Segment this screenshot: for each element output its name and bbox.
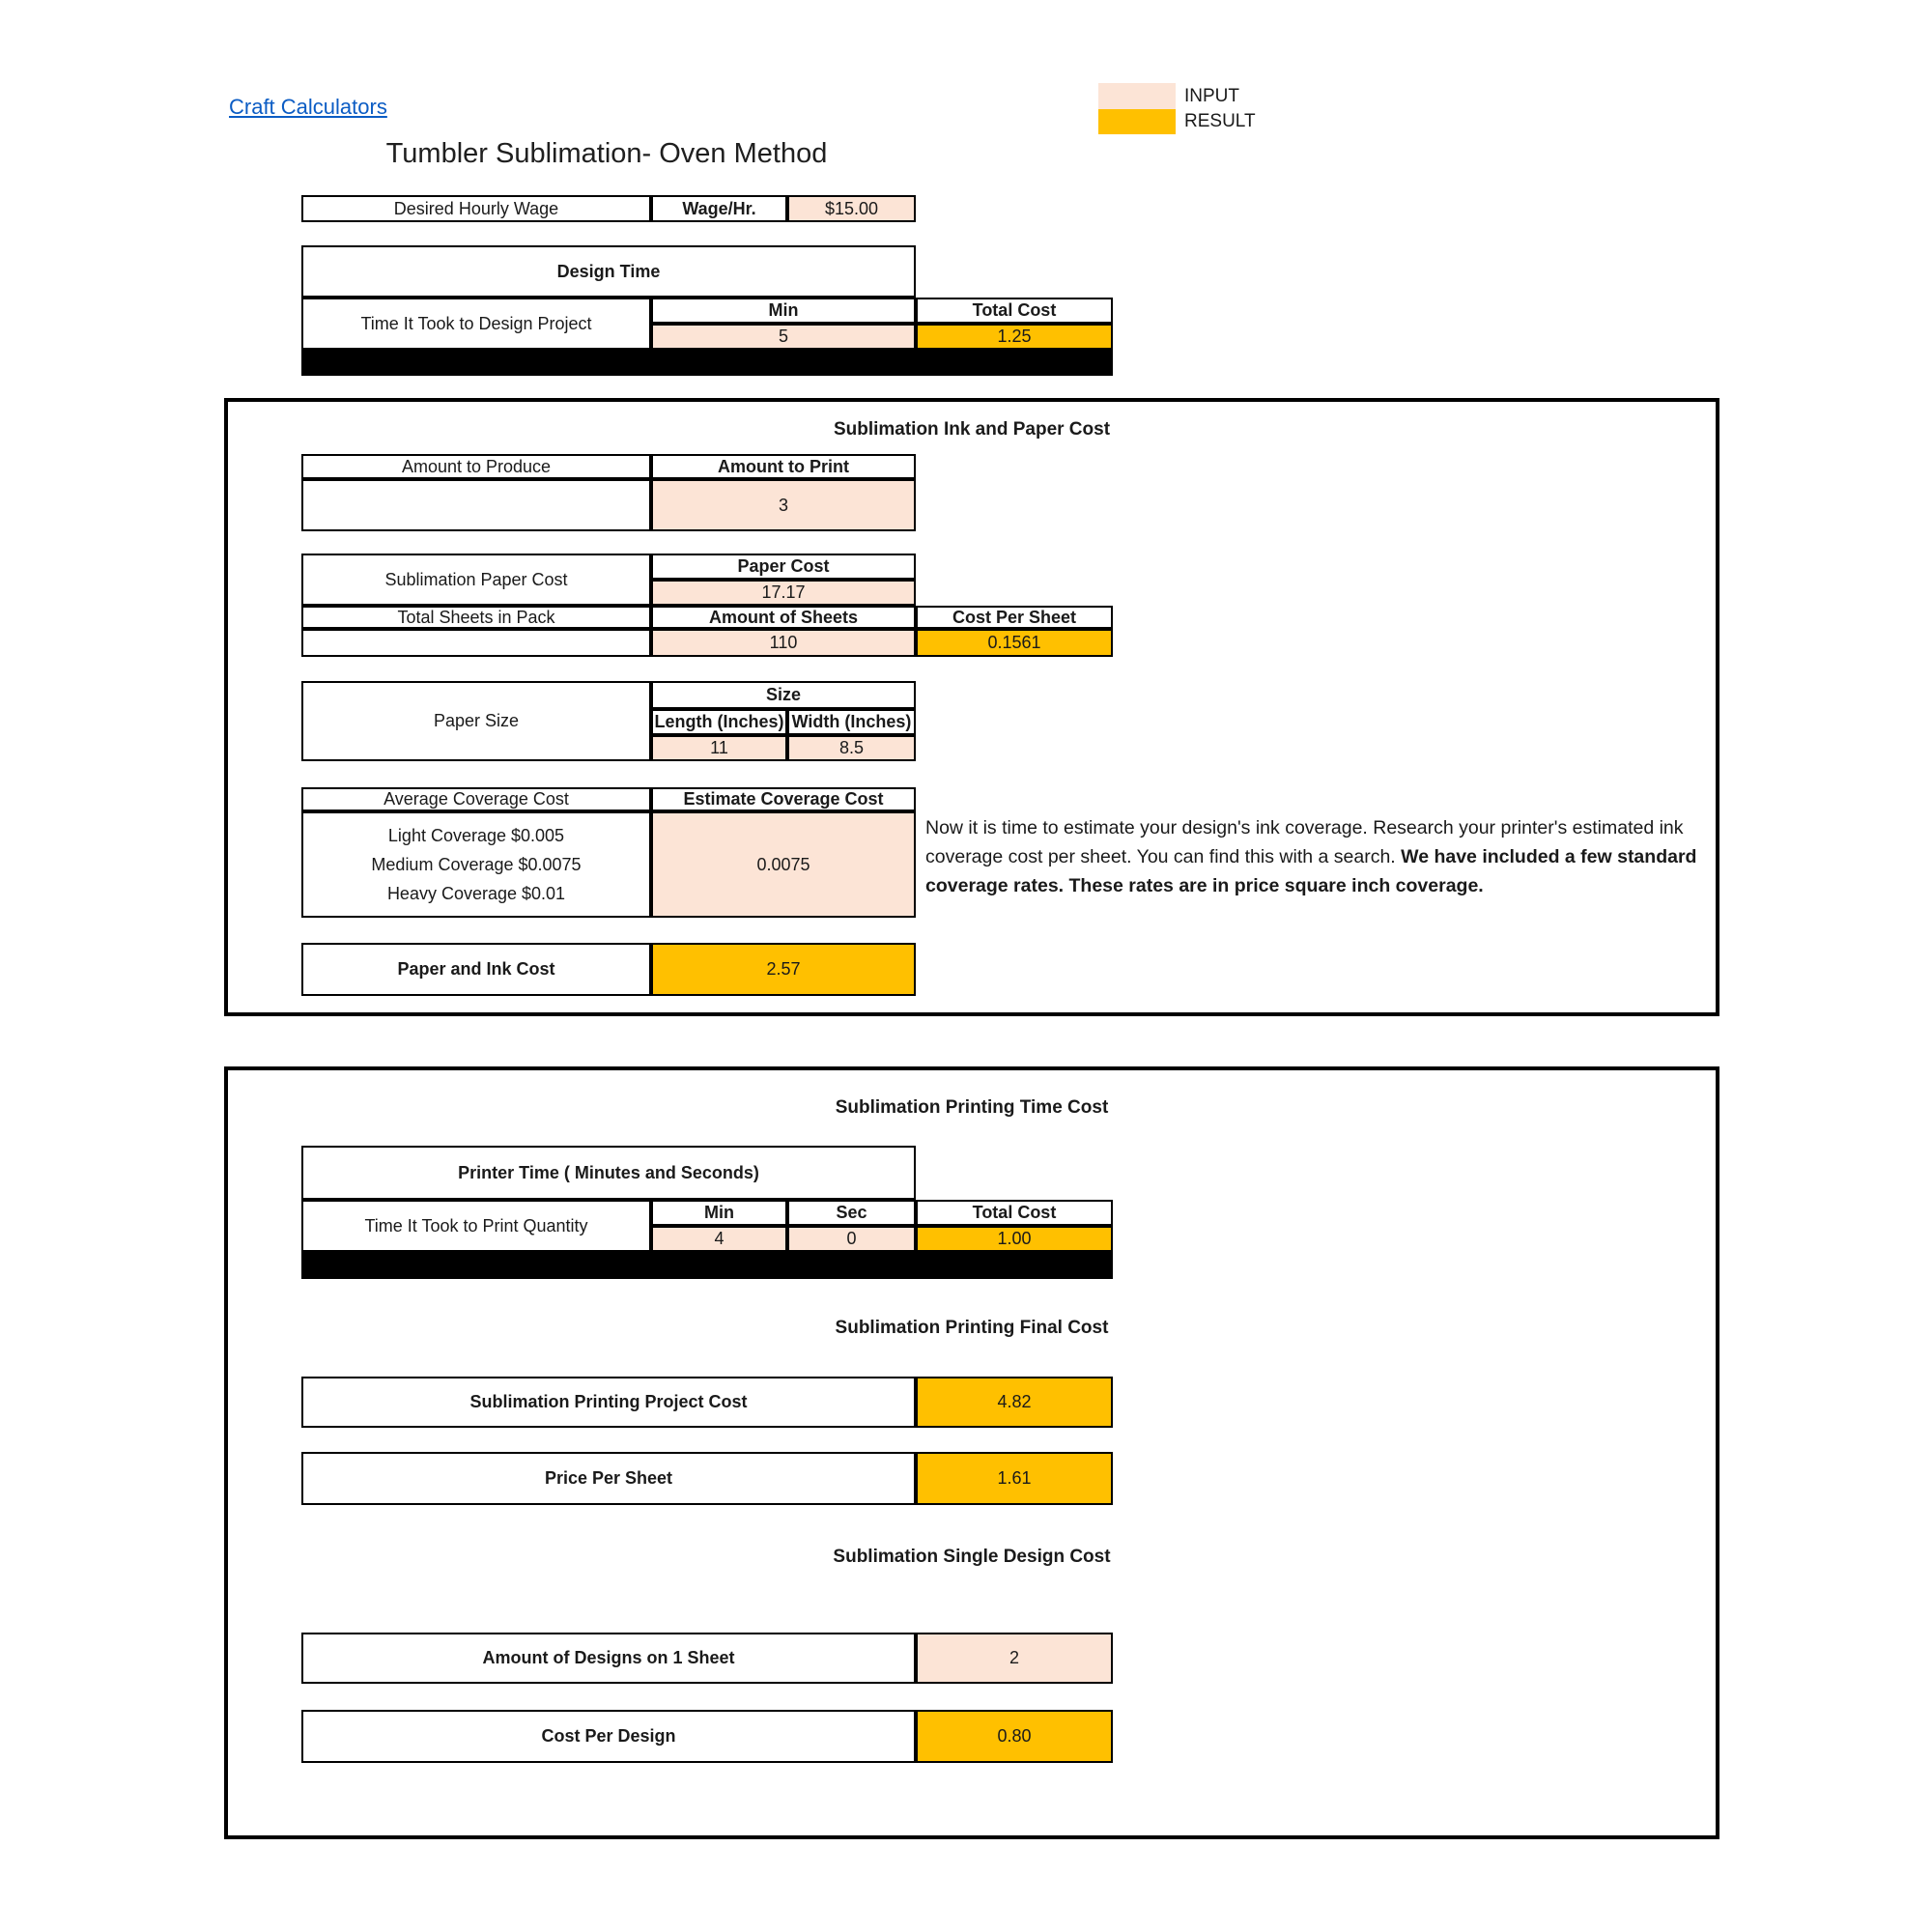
cost-per-sheet-result: 0.1561 (916, 629, 1113, 657)
amount-of-sheets-input[interactable]: 110 (651, 629, 916, 657)
price-per-sheet-result: 1.61 (916, 1452, 1113, 1505)
amount-to-produce-empty-cell (301, 479, 651, 531)
coverage-option-heavy: Heavy Coverage $0.01 (386, 884, 566, 903)
legend-input-swatch (1098, 83, 1176, 109)
legend-result-label: RESULT (1184, 111, 1256, 131)
print-min-header: Min (651, 1200, 787, 1226)
coverage-option-medium: Medium Coverage $0.0075 (371, 855, 582, 874)
wage-input-cell[interactable]: $15.00 (787, 195, 916, 222)
design-total-cost-result: 1.25 (916, 324, 1113, 350)
design-min-input[interactable]: 5 (651, 324, 916, 350)
total-sheets-in-pack-label: Total Sheets in Pack (301, 606, 651, 629)
coverage-option-light: Light Coverage $0.005 (387, 826, 565, 845)
printing-project-cost-label: Sublimation Printing Project Cost (301, 1377, 916, 1428)
coverage-rate-options (301, 811, 651, 918)
page-title: Tumbler Sublimation- Oven Method (385, 138, 828, 169)
printing-divider-bar (301, 1252, 1113, 1279)
sublimation-paper-cost-label: Sublimation Paper Cost (301, 554, 651, 606)
average-coverage-cost-label: Average Coverage Cost (301, 787, 651, 811)
design-divider-bar (301, 350, 1113, 376)
wage-per-hour-header: Wage/Hr. (651, 195, 787, 222)
design-min-header: Min (651, 298, 916, 324)
printing-time-box-title: Sublimation Printing Time Cost (835, 1097, 1109, 1118)
print-total-cost-header: Total Cost (916, 1200, 1113, 1226)
paper-cost-input[interactable]: 17.17 (651, 580, 916, 606)
legend-result-swatch (1098, 109, 1176, 134)
designs-per-sheet-input[interactable]: 2 (916, 1633, 1113, 1684)
single-design-cost-title: Sublimation Single Design Cost (833, 1547, 1111, 1567)
coverage-note-normal-text: Now it is time to estimate your design's ink coverage. Research your printer's estimated ink coverage cost per sheet. You can find this with a search. (925, 817, 1684, 867)
width-inches-header: Width (Inches) (787, 709, 916, 735)
printer-time-header: Printer Time ( Minutes and Seconds) (301, 1146, 916, 1200)
size-header: Size (651, 681, 916, 709)
design-time-header: Design Time (301, 245, 916, 298)
amount-to-print-input[interactable]: 3 (651, 479, 916, 531)
cost-per-design-result: 0.80 (916, 1710, 1113, 1763)
print-min-input[interactable]: 4 (651, 1226, 787, 1252)
print-sec-header: Sec (787, 1200, 916, 1226)
print-quantity-row-label: Time It Took to Print Quantity (301, 1200, 651, 1252)
amount-to-print-header: Amount to Print (651, 454, 916, 479)
paper-and-ink-cost-label: Paper and Ink Cost (301, 943, 651, 996)
paper-cost-header: Paper Cost (651, 554, 916, 580)
price-per-sheet-label: Price Per Sheet (301, 1452, 916, 1505)
amount-to-produce-label: Amount to Produce (301, 454, 651, 479)
coverage-note (925, 813, 1698, 900)
craft-calculators-link[interactable]: Craft Calculators (229, 95, 387, 119)
length-input[interactable]: 11 (651, 735, 787, 761)
length-inches-header: Length (Inches) (651, 709, 787, 735)
designs-per-sheet-label: Amount of Designs on 1 Sheet (301, 1633, 916, 1684)
print-sec-input[interactable]: 0 (787, 1226, 916, 1252)
paper-size-label: Paper Size (301, 681, 651, 761)
ink-paper-box-title: Sublimation Ink and Paper Cost (833, 419, 1111, 440)
legend-input-label: INPUT (1184, 85, 1239, 106)
amount-of-sheets-header: Amount of Sheets (651, 606, 916, 629)
design-time-row-label: Time It Took to Design Project (301, 298, 651, 350)
paper-and-ink-cost-result: 2.57 (651, 943, 916, 996)
estimate-coverage-cost-header: Estimate Coverage Cost (651, 787, 916, 811)
coverage-note-bold-text: We have included a few standard coverage rates. These rates are in price square inch coverage. (925, 846, 1697, 896)
total-sheets-empty-cell (301, 629, 651, 657)
cost-per-design-label: Cost Per Design (301, 1710, 916, 1763)
printing-project-cost-result: 4.82 (916, 1377, 1113, 1428)
design-total-cost-header: Total Cost (916, 298, 1113, 324)
printing-final-cost-title: Sublimation Printing Final Cost (835, 1318, 1109, 1338)
print-total-cost-result: 1.00 (916, 1226, 1113, 1252)
cost-per-sheet-header: Cost Per Sheet (916, 606, 1113, 629)
estimate-coverage-input[interactable]: 0.0075 (651, 811, 916, 918)
desired-hourly-wage-label: Desired Hourly Wage (301, 195, 651, 222)
width-input[interactable]: 8.5 (787, 735, 916, 761)
